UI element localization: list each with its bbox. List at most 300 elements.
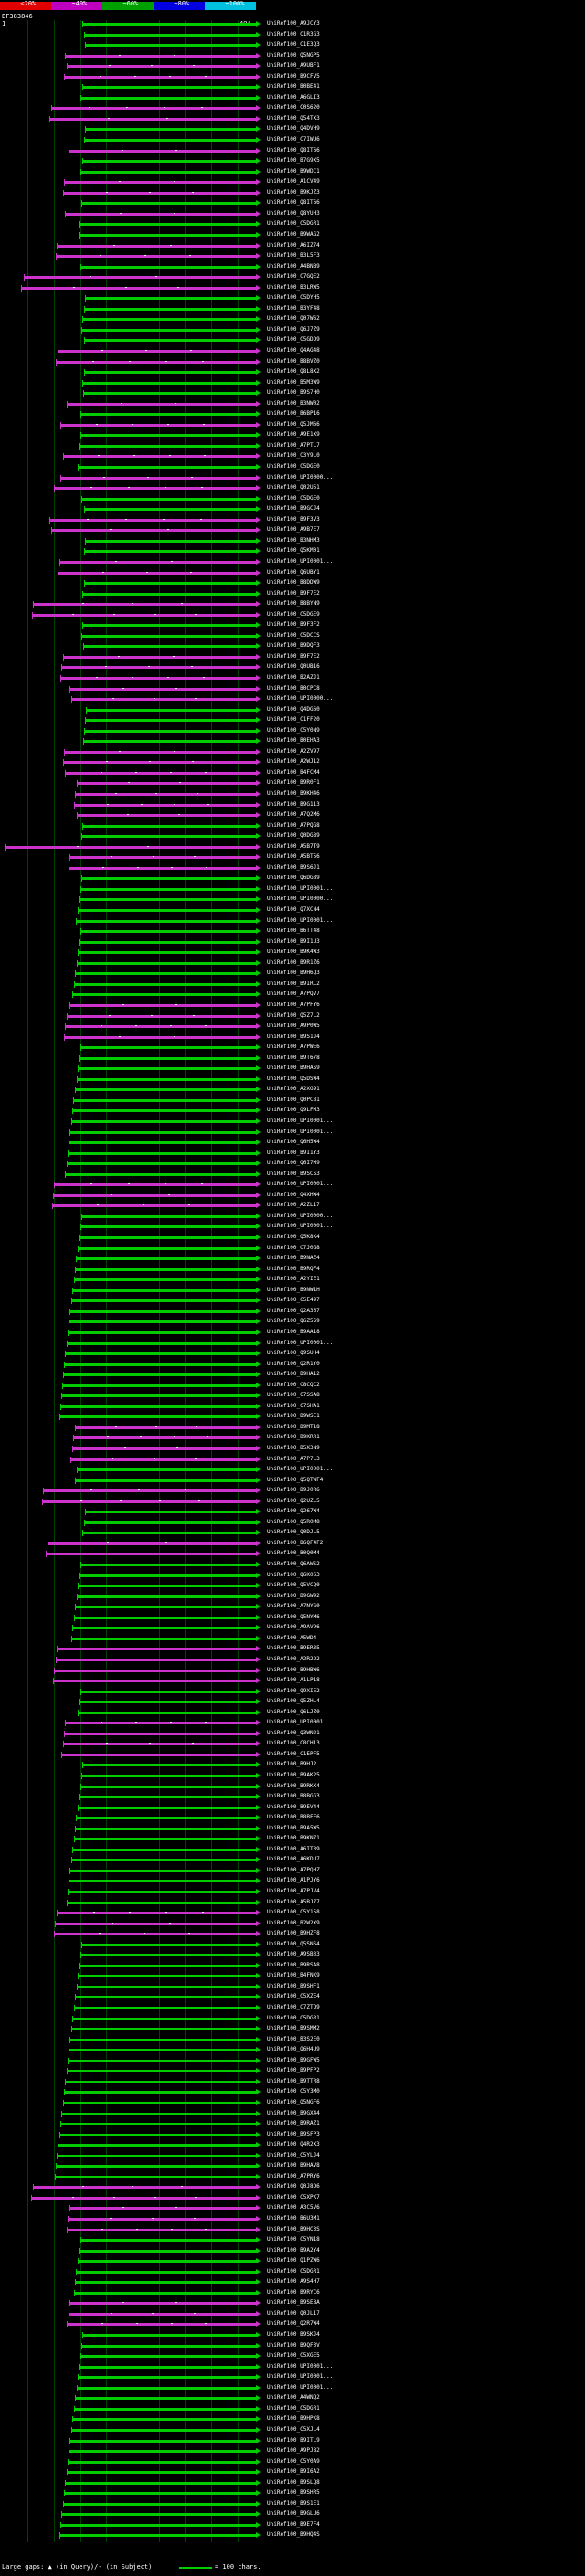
hit-row[interactable]: [0, 853, 265, 862]
hit-label[interactable]: UniRef100_Q8IT66: [267, 199, 320, 206]
hit-row[interactable]: [0, 2036, 265, 2044]
hit-bar[interactable]: [75, 2281, 257, 2284]
hit-label[interactable]: UniRef100_B9AK25: [267, 1772, 320, 1778]
hit-row[interactable]: [0, 674, 265, 683]
hit-label[interactable]: UniRef100_C5DGE9: [267, 611, 320, 618]
hit-bar[interactable]: [80, 434, 257, 437]
hit-label[interactable]: UniRef100_Q6Z5S9: [267, 1318, 320, 1324]
hit-label[interactable]: UniRef100_C5DCCS: [267, 632, 320, 639]
hit-row[interactable]: [0, 1466, 265, 1474]
hit-row[interactable]: [0, 2183, 265, 2191]
hit-label[interactable]: UniRef100_UPI0001...: [267, 1181, 334, 1187]
hit-label[interactable]: UniRef100_B9E7F4: [267, 2521, 320, 2528]
hit-bar[interactable]: [68, 1331, 257, 1334]
hit-label[interactable]: UniRef100_UPI0001...: [267, 917, 334, 924]
hit-bar[interactable]: [78, 1712, 257, 1714]
hit-label[interactable]: UniRef100_B9I1U3: [267, 938, 320, 945]
hit-bar[interactable]: [84, 371, 257, 374]
hit-bar[interactable]: [81, 1215, 257, 1218]
hit-bar[interactable]: [78, 2260, 257, 2263]
hit-bar[interactable]: [63, 761, 257, 764]
hit-bar[interactable]: [74, 983, 257, 986]
hit-bar[interactable]: [79, 941, 257, 944]
hit-label[interactable]: UniRef100_Q0PC81: [267, 1097, 320, 1103]
hit-bar[interactable]: [68, 2461, 257, 2464]
hit-bar[interactable]: [83, 645, 257, 648]
hit-bar[interactable]: [77, 1595, 257, 1598]
hit-row[interactable]: [0, 484, 265, 493]
hit-label[interactable]: UniRef100_B9SCS3: [267, 1171, 320, 1177]
hit-bar[interactable]: [58, 350, 257, 353]
hit-label[interactable]: UniRef100_C5YLJ4: [267, 2152, 320, 2158]
hit-row[interactable]: [0, 1097, 265, 1105]
hit-row[interactable]: [0, 727, 265, 736]
hit-label[interactable]: UniRef100_A4BNB9: [267, 263, 320, 270]
hit-bar[interactable]: [74, 1838, 257, 1840]
hit-label[interactable]: UniRef100_B9GX44: [267, 2110, 320, 2116]
hit-bar[interactable]: [67, 1015, 257, 1018]
hit-bar[interactable]: [69, 2207, 257, 2210]
hit-row[interactable]: [0, 104, 265, 112]
hit-label[interactable]: UniRef100_B3L5F3: [267, 252, 320, 259]
hit-label[interactable]: UniRef100_UPI0001...: [267, 1118, 334, 1124]
hit-label[interactable]: UniRef100_A9P0W5: [267, 1023, 320, 1029]
hit-label[interactable]: UniRef100_B3NHM3: [267, 537, 320, 544]
hit-row[interactable]: [0, 1709, 265, 1717]
hit-bar[interactable]: [79, 1236, 257, 1239]
hit-row[interactable]: [0, 1719, 265, 1727]
hit-row[interactable]: [0, 1255, 265, 1263]
hit-row[interactable]: [0, 1645, 265, 1653]
hit-row[interactable]: [0, 1550, 265, 1558]
hit-label[interactable]: UniRef100_Q5NGF6: [267, 2099, 320, 2105]
hit-label[interactable]: UniRef100_Q0UB16: [267, 663, 320, 670]
hit-bar[interactable]: [67, 2471, 257, 2474]
hit-row[interactable]: [0, 2131, 265, 2139]
hit-bar[interactable]: [80, 1691, 257, 1693]
hit-row[interactable]: [0, 906, 265, 915]
hit-row[interactable]: [0, 1350, 265, 1358]
hit-label[interactable]: UniRef100_B9F3F2: [267, 621, 320, 628]
hit-label[interactable]: UniRef100_C5E497: [267, 1297, 320, 1303]
hit-label[interactable]: UniRef100_B9F3V3: [267, 516, 320, 523]
hit-row[interactable]: [0, 558, 265, 567]
hit-row[interactable]: [0, 1086, 265, 1094]
hit-bar[interactable]: [69, 2440, 257, 2443]
hit-bar[interactable]: [74, 2292, 257, 2295]
hit-row[interactable]: [0, 2384, 265, 2392]
hit-row[interactable]: [0, 2405, 265, 2413]
hit-bar[interactable]: [57, 2155, 257, 2157]
hit-label[interactable]: UniRef100_C5DGR1: [267, 2268, 320, 2274]
hit-label[interactable]: UniRef100_Q0DJL5: [267, 1529, 320, 1535]
hit-label[interactable]: UniRef100_B9SLQ8: [267, 2479, 320, 2486]
hit-label[interactable]: UniRef100_Q2R1Y0: [267, 1361, 320, 1367]
hit-label[interactable]: UniRef100_UPI0000...: [267, 1213, 334, 1219]
hit-row[interactable]: [0, 1245, 265, 1253]
hit-bar[interactable]: [72, 1849, 257, 1851]
hit-bar[interactable]: [73, 1436, 257, 1439]
hit-bar[interactable]: [63, 2503, 257, 2506]
hit-bar[interactable]: [81, 1775, 257, 1777]
hit-bar[interactable]: [69, 2313, 257, 2316]
hit-row[interactable]: [0, 410, 265, 419]
hit-label[interactable]: UniRef100_Q6K063: [267, 1572, 320, 1578]
hit-bar[interactable]: [62, 1384, 257, 1387]
hit-bar[interactable]: [59, 561, 257, 564]
hit-bar[interactable]: [78, 1585, 257, 1587]
hit-row[interactable]: [0, 1899, 265, 1907]
hit-row[interactable]: [0, 1171, 265, 1179]
hit-bar[interactable]: [81, 1944, 257, 1946]
hit-label[interactable]: UniRef100_B9SHF1: [267, 1983, 320, 1989]
hit-bar[interactable]: [64, 181, 257, 184]
hit-label[interactable]: UniRef100_A7NYG0: [267, 1603, 320, 1609]
hit-bar[interactable]: [80, 171, 257, 174]
hit-row[interactable]: [0, 2415, 265, 2423]
hit-bar[interactable]: [82, 23, 257, 26]
hit-label[interactable]: UniRef100_Q5JM66: [267, 421, 320, 428]
hit-row[interactable]: [0, 178, 265, 186]
hit-bar[interactable]: [73, 1099, 257, 1102]
hit-label[interactable]: UniRef100_Q6H4U9: [267, 2046, 320, 2052]
hit-bar[interactable]: [83, 740, 257, 743]
hit-row[interactable]: [0, 864, 265, 873]
hit-label[interactable]: UniRef100_B9HC3S: [267, 2226, 320, 2232]
hit-label[interactable]: UniRef100_C1R3G3: [267, 31, 320, 37]
hit-bar[interactable]: [81, 202, 257, 205]
hit-row[interactable]: [0, 505, 265, 514]
hit-bar[interactable]: [78, 2376, 257, 2379]
hit-bar[interactable]: [65, 2081, 257, 2083]
hit-row[interactable]: [0, 1877, 265, 1885]
hit-label[interactable]: UniRef100_Q5ZHL4: [267, 1698, 320, 1704]
hit-label[interactable]: UniRef100_B9SKJ4: [267, 2331, 320, 2337]
hit-label[interactable]: UniRef100_A9PJ82: [267, 2447, 320, 2454]
hit-row[interactable]: [0, 1213, 265, 1221]
hit-label[interactable]: UniRef100_A7PQV7: [267, 991, 320, 997]
hit-bar[interactable]: [74, 1278, 257, 1281]
hit-bar[interactable]: [85, 128, 257, 131]
hit-bar[interactable]: [79, 1796, 257, 1798]
hit-bar[interactable]: [69, 1004, 257, 1007]
hit-row[interactable]: [0, 2152, 265, 2160]
hit-row[interactable]: [0, 695, 265, 704]
hit-row[interactable]: [0, 1888, 265, 1896]
hit-bar[interactable]: [82, 1764, 257, 1766]
hit-bar[interactable]: [69, 150, 257, 153]
hit-label[interactable]: UniRef100_B9RKX4: [267, 1783, 320, 1789]
hit-bar[interactable]: [69, 1141, 257, 1144]
hit-bar[interactable]: [75, 793, 257, 796]
hit-label[interactable]: UniRef100_A7PQHZ: [267, 1867, 320, 1873]
hit-bar[interactable]: [80, 413, 257, 416]
hit-bar[interactable]: [67, 2229, 257, 2231]
hit-label[interactable]: UniRef100_B4FNK9: [267, 1972, 320, 1978]
hit-label[interactable]: UniRef100_UPI0001...: [267, 558, 334, 565]
hit-label[interactable]: UniRef100_A2YIE1: [267, 1276, 320, 1282]
hit-label[interactable]: UniRef100_B9F7E2: [267, 590, 320, 597]
hit-bar[interactable]: [85, 1511, 257, 1513]
hit-bar[interactable]: [82, 382, 257, 385]
hit-row[interactable]: [0, 653, 265, 662]
hit-row[interactable]: [0, 875, 265, 883]
hit-bar[interactable]: [81, 329, 257, 332]
hit-label[interactable]: UniRef100_Q5R0M8: [267, 1519, 320, 1525]
hit-bar[interactable]: [84, 730, 257, 733]
hit-bar[interactable]: [84, 308, 257, 311]
hit-bar[interactable]: [71, 1638, 257, 1640]
hit-row[interactable]: [0, 1055, 265, 1063]
hit-row[interactable]: [0, 1477, 265, 1485]
hit-label[interactable]: UniRef100_C7SHA1: [267, 1403, 320, 1409]
hit-row[interactable]: [0, 1297, 265, 1305]
hit-row[interactable]: [0, 590, 265, 599]
hit-label[interactable]: UniRef100_Q9SUH4: [267, 1350, 320, 1356]
hit-bar[interactable]: [60, 2524, 257, 2527]
hit-row[interactable]: [0, 1593, 265, 1601]
hit-row[interactable]: [0, 822, 265, 831]
hit-row[interactable]: [0, 1498, 265, 1506]
hit-bar[interactable]: [72, 993, 257, 996]
hit-bar[interactable]: [75, 1268, 257, 1271]
hit-label[interactable]: UniRef100_B9KJZ3: [267, 189, 320, 196]
hit-label[interactable]: UniRef100_B9CFV5: [267, 73, 320, 80]
hit-row[interactable]: [0, 1835, 265, 1843]
hit-bar[interactable]: [64, 1733, 257, 1735]
hit-bar[interactable]: [84, 34, 257, 37]
hit-bar[interactable]: [51, 107, 257, 110]
hit-bar[interactable]: [81, 498, 257, 501]
hit-row[interactable]: [0, 368, 265, 376]
hit-bar[interactable]: [82, 624, 257, 627]
hit-row[interactable]: [0, 2373, 265, 2381]
hit-row[interactable]: [0, 1329, 265, 1337]
hit-label[interactable]: UniRef100_B9T678: [267, 1055, 320, 1061]
hit-row[interactable]: [0, 1308, 265, 1316]
hit-bar[interactable]: [57, 1648, 257, 1650]
hit-row[interactable]: [0, 1688, 265, 1696]
hit-label[interactable]: UniRef100_Q4R2X3: [267, 2141, 320, 2147]
hit-row[interactable]: [0, 273, 265, 281]
hit-bar[interactable]: [54, 1183, 257, 1186]
hit-bar[interactable]: [82, 318, 257, 321]
hit-label[interactable]: UniRef100_Q6UBY1: [267, 569, 320, 576]
hit-bar[interactable]: [69, 2302, 257, 2305]
hit-row[interactable]: [0, 20, 265, 28]
hit-label[interactable]: UniRef100_C5DGR1: [267, 2015, 320, 2021]
hit-label[interactable]: UniRef100_A7PTL7: [267, 442, 320, 449]
hit-row[interactable]: [0, 2342, 265, 2350]
hit-bar[interactable]: [71, 2028, 257, 2030]
hit-row[interactable]: [0, 431, 265, 440]
hit-row[interactable]: [0, 2331, 265, 2339]
hit-bar[interactable]: [32, 614, 257, 617]
hit-row[interactable]: [0, 294, 265, 302]
hit-row[interactable]: [0, 1223, 265, 1231]
hit-label[interactable]: UniRef100_A5BT56: [267, 853, 320, 860]
hit-bar[interactable]: [82, 825, 257, 828]
hit-label[interactable]: UniRef100_B8BVZ0: [267, 358, 320, 365]
hit-row[interactable]: [0, 2320, 265, 2328]
hit-row[interactable]: [0, 2025, 265, 2033]
hit-bar[interactable]: [54, 1670, 257, 1672]
hit-bar[interactable]: [68, 1152, 257, 1155]
hit-row[interactable]: [0, 421, 265, 429]
hit-label[interactable]: UniRef100_UPI0000...: [267, 896, 334, 902]
hit-row[interactable]: [0, 168, 265, 176]
hit-label[interactable]: UniRef100_Q6DG89: [267, 875, 320, 881]
hit-label[interactable]: UniRef100_B5M3W9: [267, 379, 320, 386]
hit-row[interactable]: [0, 347, 265, 355]
hit-label[interactable]: UniRef100_B4FCM4: [267, 769, 320, 776]
hit-label[interactable]: UniRef100_A7PQG8: [267, 822, 320, 829]
hit-row[interactable]: [0, 1635, 265, 1643]
hit-row[interactable]: [0, 1403, 265, 1411]
hit-bar[interactable]: [84, 139, 257, 142]
hit-row[interactable]: [0, 526, 265, 535]
hit-bar[interactable]: [74, 2408, 257, 2411]
hit-row[interactable]: [0, 1266, 265, 1274]
hit-label[interactable]: UniRef100_B9SHR5: [267, 2489, 320, 2496]
hit-label[interactable]: UniRef100_B9I6A2: [267, 2468, 320, 2475]
hit-row[interactable]: [0, 284, 265, 292]
hit-row[interactable]: [0, 2510, 265, 2518]
hit-row[interactable]: [0, 663, 265, 672]
hit-row[interactable]: [0, 2110, 265, 2118]
hit-bar[interactable]: [60, 1405, 257, 1408]
hit-bar[interactable]: [64, 1363, 257, 1366]
hit-label[interactable]: UniRef100_B8DDW9: [267, 579, 320, 586]
hit-bar[interactable]: [77, 2387, 257, 2390]
hit-label[interactable]: UniRef100_B3NW02: [267, 400, 320, 407]
hit-label[interactable]: UniRef100_A7PFY6: [267, 1002, 320, 1008]
hit-label[interactable]: UniRef100_B9F7E2: [267, 653, 320, 660]
hit-label[interactable]: UniRef100_C5XJL4: [267, 2426, 320, 2433]
hit-row[interactable]: [0, 252, 265, 260]
hit-label[interactable]: UniRef100_Q0J8D6: [267, 2183, 320, 2189]
hit-bar[interactable]: [78, 1247, 257, 1250]
hit-label[interactable]: UniRef100_Q7XCN4: [267, 906, 320, 913]
hit-label[interactable]: UniRef100_Q1PZW6: [267, 2257, 320, 2263]
hit-bar[interactable]: [69, 1320, 257, 1323]
hit-bar[interactable]: [63, 455, 257, 458]
hit-row[interactable]: [0, 716, 265, 725]
hit-label[interactable]: UniRef100_A7PWE6: [267, 1044, 320, 1050]
hit-row[interactable]: [0, 2426, 265, 2434]
hit-row[interactable]: [0, 136, 265, 144]
hit-label[interactable]: UniRef100_A7PRY6: [267, 2173, 320, 2179]
hit-label[interactable]: UniRef100_A6KDU7: [267, 1856, 320, 1862]
hit-row[interactable]: [0, 1751, 265, 1759]
hit-row[interactable]: [0, 1677, 265, 1685]
hit-bar[interactable]: [65, 2482, 257, 2485]
hit-label[interactable]: UniRef100_B8BYN9: [267, 600, 320, 607]
hit-bar[interactable]: [33, 2186, 257, 2189]
hit-row[interactable]: [0, 2204, 265, 2212]
hit-row[interactable]: [0, 315, 265, 323]
hit-row[interactable]: [0, 1456, 265, 1464]
hit-label[interactable]: UniRef100_B9R1Z6: [267, 959, 320, 966]
hit-bar[interactable]: [76, 1257, 257, 1260]
hit-row[interactable]: [0, 2531, 265, 2539]
hit-row[interactable]: [0, 632, 265, 641]
hit-label[interactable]: UniRef100_B9PFP2: [267, 2067, 320, 2073]
hit-row[interactable]: [0, 400, 265, 408]
hit-row[interactable]: [0, 1667, 265, 1675]
hit-row[interactable]: [0, 1582, 265, 1590]
hit-label[interactable]: UniRef100_B9AA18: [267, 1329, 320, 1335]
hit-row[interactable]: [0, 2141, 265, 2149]
hit-bar[interactable]: [52, 1204, 257, 1207]
hit-row[interactable]: [0, 1392, 265, 1400]
hit-label[interactable]: UniRef100_Q8IT66: [267, 147, 320, 154]
hit-label[interactable]: UniRef100_B9A5W5: [267, 1825, 320, 1831]
hit-row[interactable]: [0, 758, 265, 767]
hit-bar[interactable]: [78, 909, 257, 912]
hit-bar[interactable]: [51, 529, 257, 532]
hit-bar[interactable]: [80, 1786, 257, 1788]
hit-label[interactable]: UniRef100_B6BP16: [267, 410, 320, 417]
hit-bar[interactable]: [64, 751, 257, 754]
hit-bar[interactable]: [43, 1489, 257, 1492]
hit-bar[interactable]: [60, 2123, 257, 2125]
hit-label[interactable]: UniRef100_C7IWU6: [267, 136, 320, 143]
hit-label[interactable]: UniRef100_Q9XIE2: [267, 1688, 320, 1694]
hit-bar[interactable]: [72, 1627, 257, 1629]
hit-label[interactable]: UniRef100_B9S1J4: [267, 1034, 320, 1040]
hit-label[interactable]: UniRef100_Q2UZL5: [267, 1498, 320, 1504]
hit-row[interactable]: [0, 896, 265, 904]
hit-label[interactable]: UniRef100_B9HAS9: [267, 1065, 320, 1071]
hit-label[interactable]: UniRef100_B9MT18: [267, 1424, 320, 1430]
hit-bar[interactable]: [49, 519, 257, 522]
hit-row[interactable]: [0, 1930, 265, 1938]
hit-bar[interactable]: [77, 1468, 257, 1471]
hit-bar[interactable]: [80, 888, 257, 891]
hit-row[interactable]: [0, 779, 265, 788]
hit-row[interactable]: [0, 1793, 265, 1801]
hit-label[interactable]: UniRef100_B6QF4F2: [267, 1540, 324, 1546]
hit-row[interactable]: [0, 1340, 265, 1348]
hit-label[interactable]: UniRef100_C5XGE5: [267, 2352, 320, 2359]
hit-row[interactable]: [0, 210, 265, 218]
hit-bar[interactable]: [80, 1046, 257, 1049]
hit-label[interactable]: UniRef100_C5XZE4: [267, 1993, 320, 1999]
hit-label[interactable]: UniRef100_C7J0G8: [267, 1245, 320, 1251]
hit-bar[interactable]: [69, 856, 257, 859]
hit-row[interactable]: [0, 1508, 265, 1516]
hit-row[interactable]: [0, 2299, 265, 2307]
hit-row[interactable]: [0, 949, 265, 957]
hit-bar[interactable]: [75, 972, 257, 975]
hit-bar[interactable]: [80, 2239, 257, 2242]
hit-label[interactable]: UniRef100_B9HBW6: [267, 1667, 320, 1673]
hit-bar[interactable]: [60, 677, 257, 680]
hit-label[interactable]: UniRef100_B0EHA3: [267, 737, 320, 744]
hit-row[interactable]: [0, 1941, 265, 1949]
hit-bar[interactable]: [81, 2345, 257, 2348]
hit-bar[interactable]: [80, 1954, 257, 1956]
hit-row[interactable]: [0, 1034, 265, 1042]
hit-label[interactable]: UniRef100_B9KH46: [267, 790, 320, 797]
hit-row[interactable]: [0, 1920, 265, 1928]
hit-row[interactable]: [0, 2194, 265, 2202]
hit-label[interactable]: UniRef100_A9UBF1: [267, 62, 320, 69]
hit-bar[interactable]: [58, 572, 257, 575]
hit-label[interactable]: UniRef100_UPI0001...: [267, 1129, 334, 1135]
hit-row[interactable]: [0, 1202, 265, 1210]
